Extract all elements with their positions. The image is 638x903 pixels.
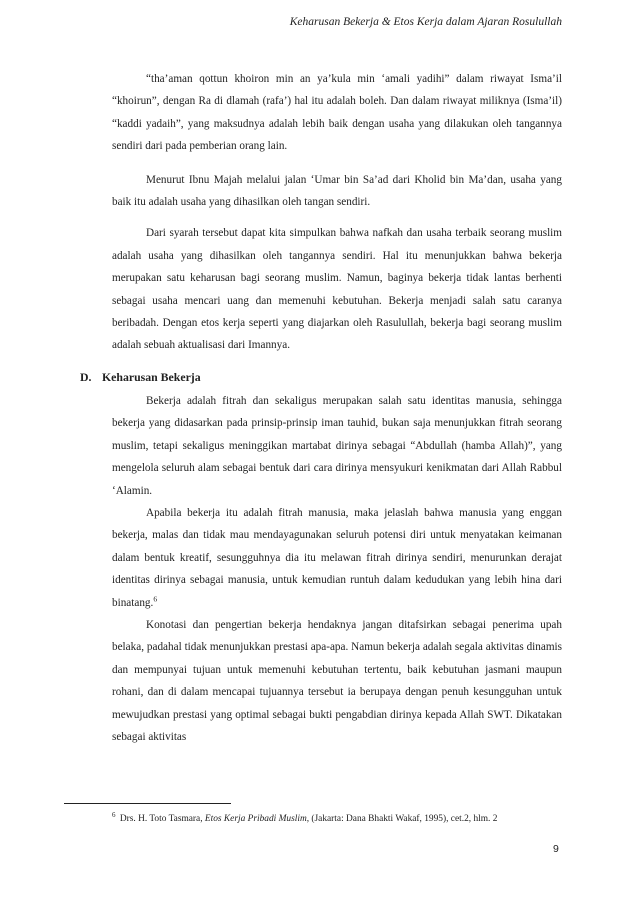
section-letter: D. [80,369,92,384]
paragraph-fitrah: Bekerja adalah fitrah dan sekaligus merupakan salah satu identitas manusia, sehingga bekerja yang didasarkan pada prinsip-prinsip iman tauhid, bukan saja menunjukkan fitrah seorang muslim, tetapi sekaligus meninggikan martabat dirinya sebagai “Abdullah (hamba Allah)”, yang mengelola seluruh alam sebagai bentuk dari cara dirinya mensyukuri kenikmatan dari Allah Rabbul ‘Alamin. [112,394,562,497]
paragraph-enggan-bekerja-text: Apabila bekerja itu adalah fitrah manusia, maka jelaslah bahwa manusia yang enggan bekerja, malas dan tidak mau mendayagunakan seluruh potensi diri untuk menyatakan keimanan dalam bentuk kreatif, sesungguhnya dia itu melawan fitrah dirinya sendiri, menurunkan derajat identitas dirinya sebagai manusia, untuk kemudian runtuh dalam kedudukan yang lebih hina dari binatang. [112,506,562,609]
footnote [112,810,572,825]
paragraph-hadith-commentary: “tha’aman qottun khoiron min an ya’kula min ‘amali yadihi” dalam riwayat Isma’il “khoirun”, dengan Ra di dlamah (rafa’) hal itu adalah boleh. Dan dalam riwayat miliknya (Isma’il) “kaddi yadaih”, yang maksudnya adalah lebih baik dengan usaha yang dilakukan oleh tangannya sendiri dari pada pemberian orang lain. [112,73,562,153]
section-title: Keharusan Bekerja [102,369,201,384]
footnote-author: Drs. H. Toto Tasmara, [119,814,203,824]
section-heading [80,366,562,388]
running-header: Keharusan Bekerja & Etos Kerja dalam Ajaran Rosulullah [289,16,562,28]
page-number: 9 [553,843,559,855]
footnote-number: 6 [112,810,116,819]
footnote-reference[interactable]: 6 [153,593,158,603]
body-text [80,68,562,748]
paragraph-ibnu-majah: Menurut Ibnu Majah melalui jalan ‘Umar bin Sa’ad dari Kholid bin Ma’dan, usaha yang baik itu adalah usaha yang dihasilkan oleh tangan sendiri. [112,173,562,209]
footnote-book-title: Etos Kerja Pribadi Muslim, [204,814,310,824]
footnote-separator [64,803,231,804]
section-body [112,390,562,749]
paragraph-enggan-bekerja [112,502,562,614]
footnote-publication: (Jakarta: Dana Bhakti Wakaf, 1995), cet.2, hlm. 2 [311,814,498,824]
paragraph-conclusion: Dari syarah tersebut dapat kita simpulkan bahwa nafkah dan usaha terbaik seorang muslim adalah usaha yang dihasilkan oleh tangannya sendiri. Hal itu menunjukkan bahwa bekerja merupakan satu keharusan bagi seorang muslim. Namun, baginya bekerja tidak lantas berhenti sebagai usaha mencari uang dan memenuhi kebutuhan. Bekerja menjadi salah satu caranya beribadah. Dengan etos kerja seperti yang diajarkan oleh Rasulullah, bekerja bagi seorang muslim adalah sebuah aktualisasi dari Imannya. [112,227,562,352]
paragraph-konotasi: Konotasi dan pengertian bekerja hendaknya jangan ditafsirkan sebagai penerima upah belaka, padahal tidak menunjukkan prestasi apa-apa. Namun bekerja adalah segala aktivitas dinamis dan mempunyai tujuan untuk memenuhi kebutuhan tertentu, baik kebutuhan jasmani maupun rohani, dan di dalam mencapai tujuannya tersebut ia berupaya dengan penuh kesungguhan untuk mewujudkan prestasi yang optimal sebagai bukti pengabdian dirinya kepada Allah SWT. Dikatakan sebagai aktivitas [112,618,562,743]
